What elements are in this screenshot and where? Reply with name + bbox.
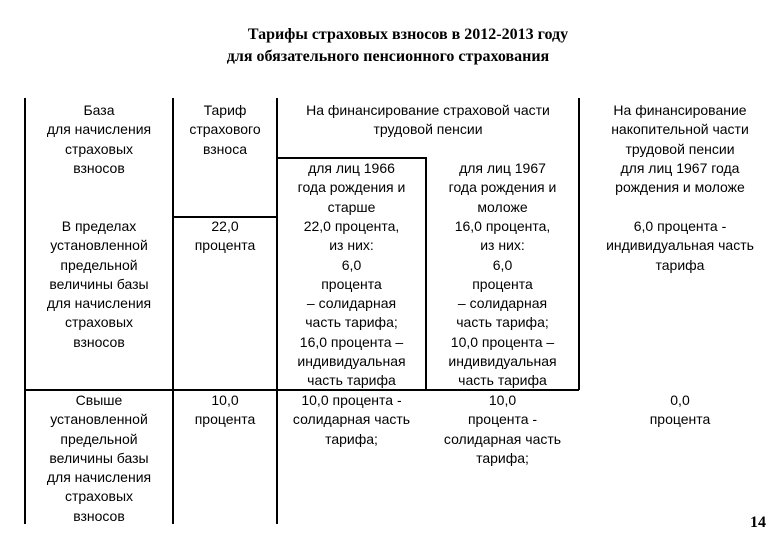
- title-line-2: для обязательного пенсионного страхования: [226, 48, 550, 65]
- header-born-1967-or-younger: для лиц 1967 года рождения и моложе: [448, 160, 557, 215]
- title-line-1: Тарифы страховых взносов в 2012-2013 году: [247, 26, 569, 43]
- row1-born-1966-or-older: 22,0 процента, из них: 6,0 процента – солидарная часть тарифа; 16,0 процента – индивидуальная часть тарифа: [297, 218, 406, 389]
- row1-funded: 6,0 процента - индивидуальная часть тарифа: [606, 218, 754, 273]
- row2-tariff: 10,0 процента: [194, 392, 256, 428]
- header-insurance-part: На финансирование страховой части трудовой пенсии: [306, 102, 550, 138]
- row1-base: В пределах установленной предельной величины базы для начисления страховых взносов: [46, 218, 152, 350]
- row1-tariff: 22,0 процента: [194, 218, 256, 254]
- row2-funded: 0,0 процента: [649, 392, 711, 428]
- row2-born-1966-or-older: 10,0 процента - солидарная часть тарифа;: [292, 392, 411, 447]
- row1-born-1967-or-younger: 16,0 процента, из них: 6,0 процента – солидарная часть тарифа; 10,0 процента – индивидуальная часть тарифа: [448, 218, 557, 389]
- header-born-1966-or-older: для лиц 1966 года рождения и старше: [297, 160, 406, 215]
- header-tariff: Тариф страхового взноса: [189, 102, 261, 157]
- header-funded-part: На финансирование накопительной части трудовой пенсии для лиц 1967 года рождения и моложе: [611, 102, 749, 196]
- page-number: 14: [750, 514, 766, 531]
- row2-base: Свыше установленной предельной величины базы для начисления страховых взносов: [46, 392, 152, 524]
- row2-born-1967-or-younger: 10,0 процента - солидарная часть тарифа;: [443, 392, 562, 466]
- table-divider-1: [172, 98, 174, 524]
- header-base: База для начисления страховых взносов: [46, 102, 152, 176]
